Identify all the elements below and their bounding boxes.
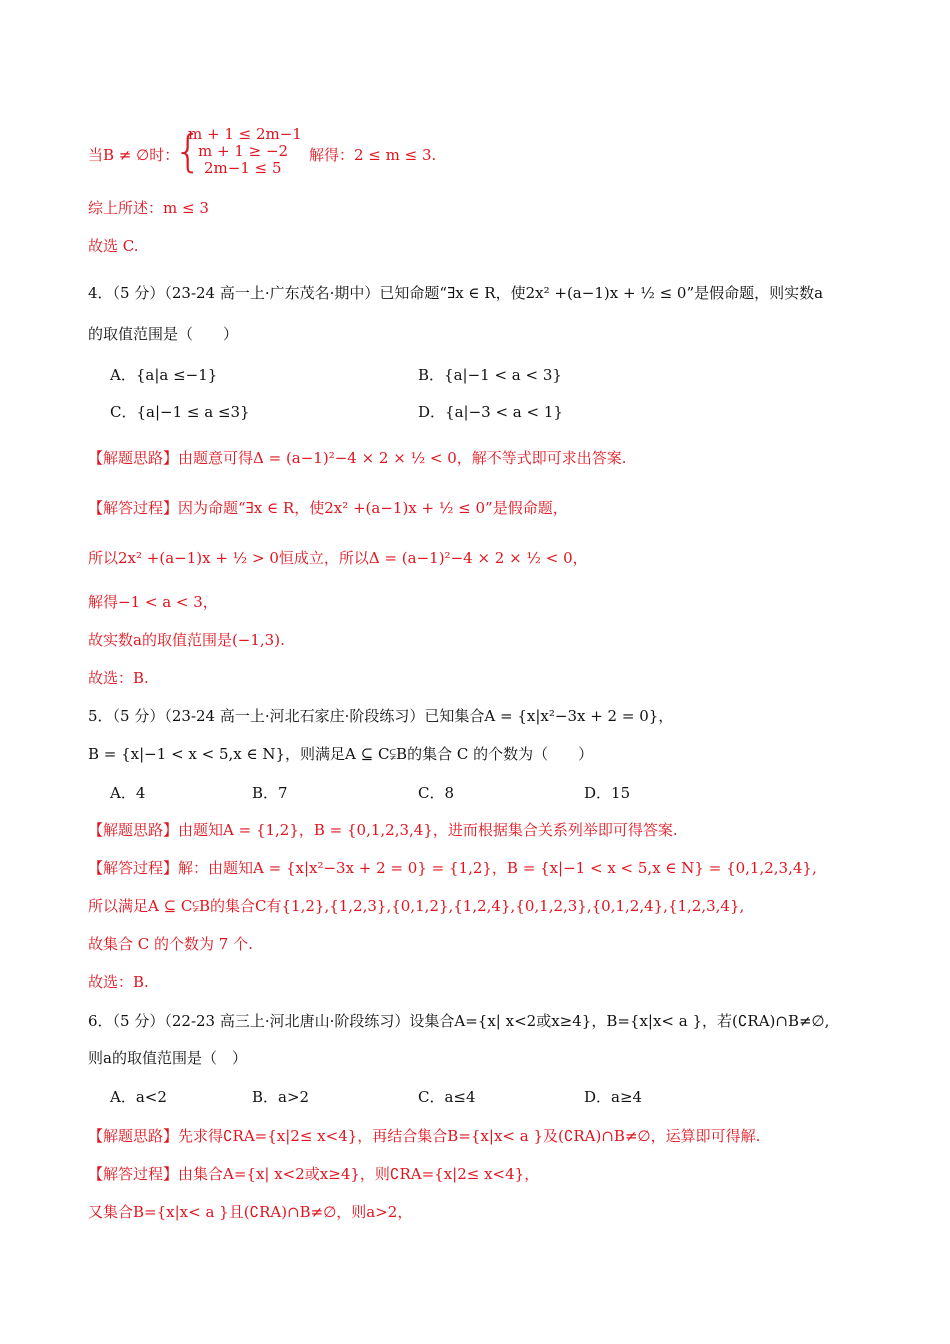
prev-choice: 故选 C. xyxy=(88,237,139,255)
q4-process-line2: 所以2x² +(a−1)x + ½ > 0恒成立，所以Δ = (a−1)²−4 × 2 × ½ < 0， xyxy=(88,549,588,567)
q6-process-line1: 【解答过程】由集合A={x| x<2或x≥4}，则∁RA={x|2≤ x<4}， xyxy=(88,1165,540,1183)
q4-option-d: D．{a|−3 < a < 1} xyxy=(418,403,563,421)
q5-process-line1: 【解答过程】解：由题知A = {x|x²−3x + 2 = 0} = {1,2}，B = {x|−1 < x < 5,x ∈ N} = {0,1,2,3,4}, xyxy=(88,859,817,877)
q5-stem-line1: 5．（5 分）（23-24 高一上·河北石家庄·阶段练习）已知集合A = {x|x²−3x + 2 = 0}， xyxy=(88,707,674,725)
left-brace: { xyxy=(174,126,202,177)
q6-option-b: B．a>2 xyxy=(252,1088,310,1106)
q4-option-c: C．{a|−1 ≤ a ≤3} xyxy=(110,403,250,421)
q6-option-d: D．a≥4 xyxy=(584,1088,643,1106)
q5-option-b: B．7 xyxy=(252,784,288,802)
case-result: 解得：2 ≤ m ≤ 3. xyxy=(309,146,437,164)
q4-stem-line1: 4．（5 分）（23-24 高一上·广东茂名·期中）已知命题“∃x ∈ R，使2x² +(a−1)x + ½ ≤ 0”是假命题，则实数a xyxy=(88,284,824,302)
inequality-system xyxy=(188,126,302,177)
q6-option-a: A．a<2 xyxy=(110,1088,167,1106)
q5-process-line2: 所以满足A ⊆ C⫋B的集合C有{1,2},{1,2,3},{0,1,2},{1,2,4},{0,1,2,3},{0,1,2,4},{1,2,3,4}, xyxy=(88,897,745,915)
q4-choice: 故选：B. xyxy=(88,669,149,687)
q5-option-a: A．4 xyxy=(110,784,146,802)
q4-option-b: B．{a|−1 < a < 3} xyxy=(418,366,562,384)
q5-option-c: C．8 xyxy=(418,784,455,802)
q6-option-c: C．a≤4 xyxy=(418,1088,476,1106)
q6-idea: 【解题思路】先求得∁RA={x|2≤ x<4}，再结合集合B={x|x< a }及(∁RA)∩B≠∅，运算即可得解. xyxy=(88,1127,761,1145)
q5-process-line3: 故集合 C 的个数为 7 个. xyxy=(88,935,253,953)
q5-idea: 【解题思路】由题知A = {1,2}，B = {0,1,2,3,4}，进而根据集合关系列举即可得答案. xyxy=(88,821,678,839)
system-row: m + 1 ≤ 2m−1 xyxy=(188,125,302,143)
q4-process-line4: 故实数a的取值范围是(−1,3). xyxy=(88,631,285,649)
q6-stem-line1: 6．（5 分）（22-23 高三上·河北唐山·阶段练习）设集合A={x| x<2或x≥4}，B={x|x< a }，若(∁RA)∩B≠∅, xyxy=(88,1012,830,1030)
system-row: m + 1 ≥ −2 xyxy=(198,142,289,160)
system-row: 2m−1 ≤ 5 xyxy=(204,159,282,177)
q4-process-line3: 解得−1 < a < 3， xyxy=(88,593,218,611)
q5-stem-line2: B = {x|−1 < x < 5,x ∈ N}，则满足A ⊆ C⫋B的集合 C 的个数为（ ） xyxy=(88,745,594,763)
summary-line: 综上所述：m ≤ 3 xyxy=(88,199,209,217)
case-lead: 当B ≠ ∅时： xyxy=(88,146,180,164)
q6-stem-line2: 则a的取值范围是（ ） xyxy=(88,1049,247,1067)
q4-stem-line2: 的取值范围是（ ） xyxy=(88,325,239,343)
q6-process-line2: 又集合B={x|x< a }且(∁RA)∩B≠∅，则a>2， xyxy=(88,1203,413,1221)
q4-idea: 【解题思路】由题意可得Δ = (a−1)²−4 × 2 × ½ < 0，解不等式即可求出答案. xyxy=(88,449,627,467)
q5-choice: 故选：B. xyxy=(88,973,149,991)
q4-process-line1: 【解答过程】因为命题“∃x ∈ R，使2x² +(a−1)x + ½ ≤ 0”是假命题， xyxy=(88,499,568,517)
q4-option-a: A．{a|a ≤−1} xyxy=(110,366,218,384)
q5-option-d: D．15 xyxy=(584,784,631,802)
